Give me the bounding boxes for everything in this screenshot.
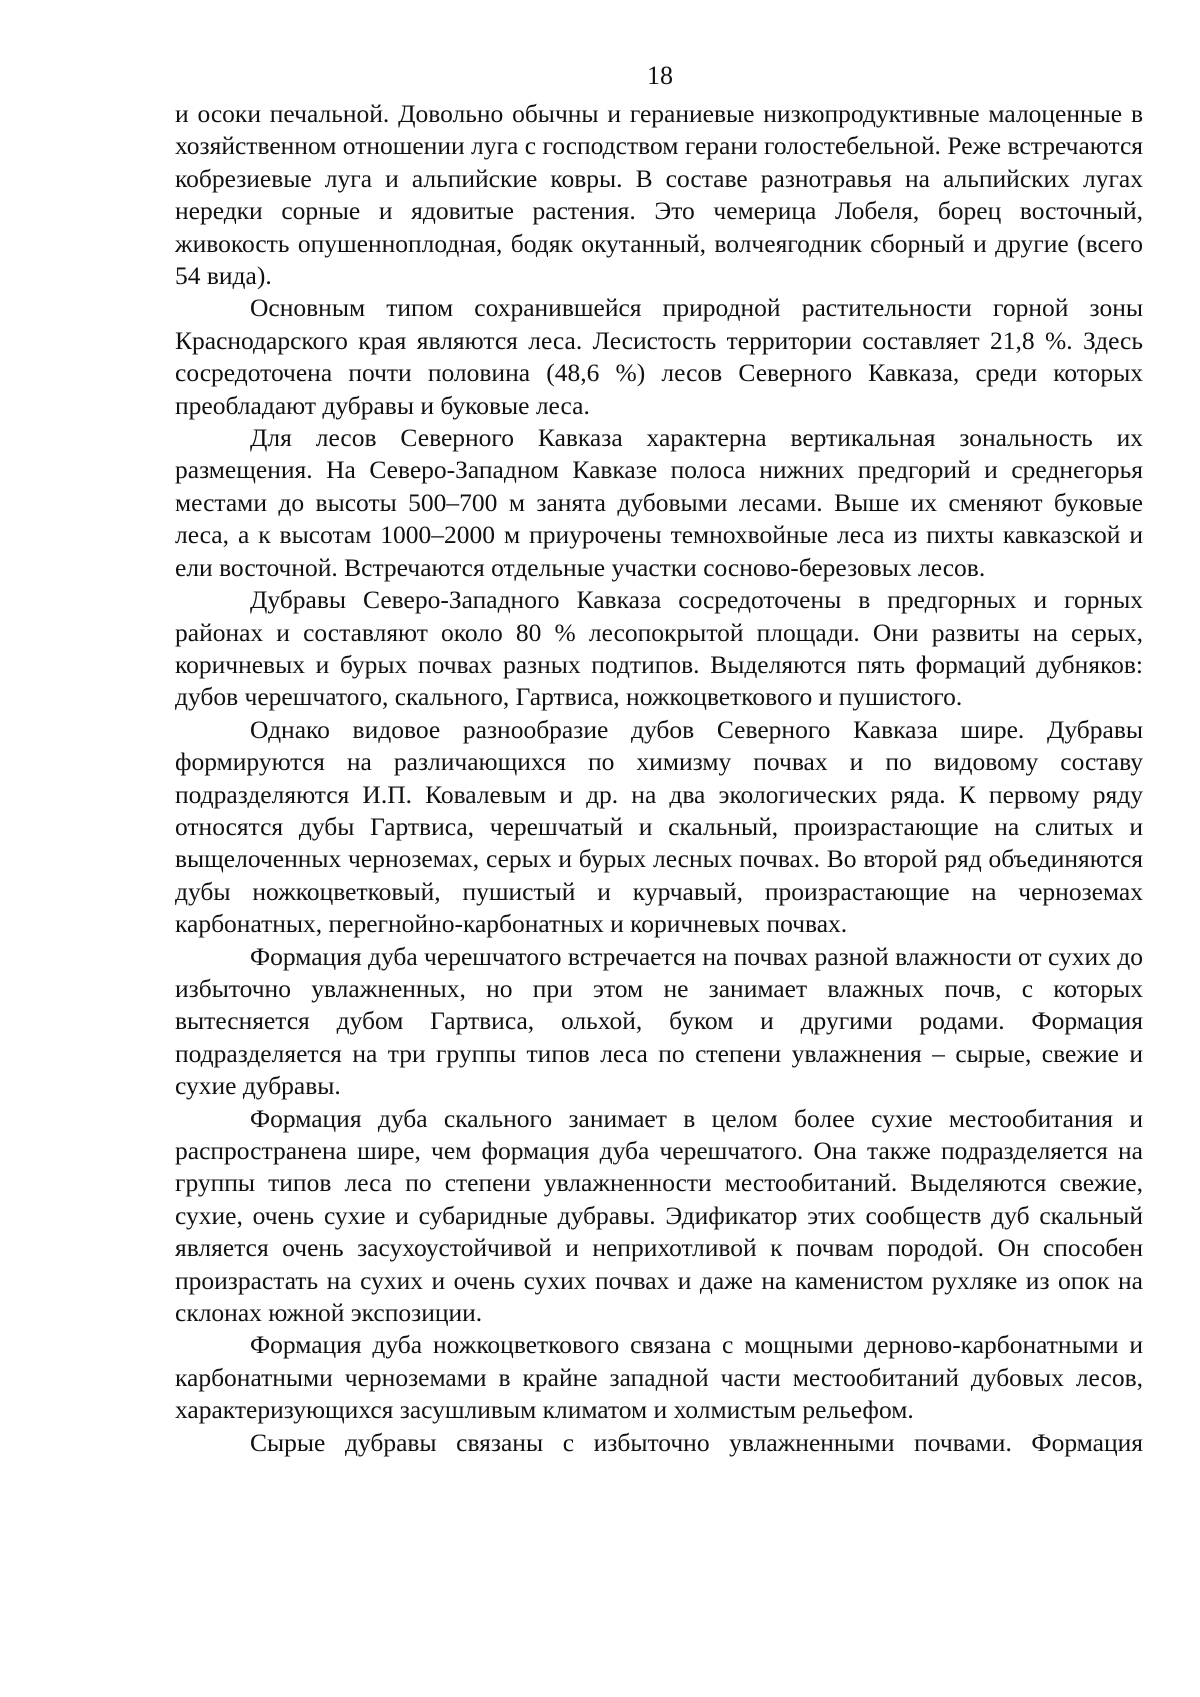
paragraph: и осоки печальной. Довольно обычны и гераниевые низкопродуктивные малоценные в хозяйственном отношении луга с господством герани голостебельной. Реже встречаются кобрезиевые луга и альпийские ковры. В составе разнотравья на альпийских лугах нередки сорные и ядовитые растения. Это чемерица Лобеля, борец восточный, живокость опушенноплодная, бодяк окутанный, волчеягодник сборный и другие (всего 54 вида). [175,99,1143,291]
paragraph: Однако видовое разнообразие дубов Северного Кавказа шире. Дубравы формируются на различающихся по химизму почвах и по видовому составу подразделяются И.П. Ковалевым и др. на два экологических ряда. К первому ряду относятся дубы Гартвиса, черешчатый и скальный, произрастающие на слитых и выщелоченных черноземах, серых и бурых лесных почвах. Во второй ряд объединяются дубы ножкоцветковый, пушистый и курчавый, произрастающие на черноземах карбонатных, перегнойно-карбонатных и коричневых почвах. [175,714,1143,939]
paragraph: Формация дуба ножкоцветкового связана с мощными дерново-карбонатными и карбонатными черноземами в крайне западной части местообитаний дубовых лесов, характеризующихся засушливым климатом и холмистым рельефом. [175,1330,1143,1425]
paragraph: Основным типом сохранившейся природной растительности горной зоны Краснодарского края являются леса. Лесистость территории составляет 21,8 %. Здесь сосредоточена почти половина (48,6 %) лесов Северного Кавказа, среди которых преобладают дубравы и буковые леса. [175,293,1143,420]
paragraph: Формация дуба скального занимает в целом более сухие местообитания и распространена шире, чем формация дуба черешчатого. Она также подразделяется на группы типов леса по степени увлажненности местообитаний. Выделяются свежие, сухие, очень сухие и субаридные дубравы. Эдификатор этих сообществ дуб скальный является очень засухоустойчивой и неприхотливой к почвам породой. Он способен произрастать на сухих и очень сухих почвах и даже на каменистом рухляке из опок на склонах южной экспозиции. [175,1103,1143,1328]
paragraph: Сырые дубравы связаны с избыточно увлажненными почвами. Формация [250,1427,1143,1457]
paragraph: Для лесов Северного Кавказа характерна вертикальная зональность их размещения. На Северо-Западном Кавказе полоса нижних предгорий и среднегорья местами до высоты 500–700 м занята дубовыми лесами. Выше их сменяют буковые леса, а к высотам 1000–2000 м приурочены темнохвойные леса из пихты кавказской и ели восточной. Встречаются отдельные участки сосново-березовых лесов. [175,423,1143,582]
page-number: 18 [647,61,673,90]
paragraph: Дубравы Северо-Западного Кавказа сосредоточены в предгорных и горных районах и составляют около 80 % лесопокрытой площади. Они развиты на серых, коричневых и бурых почвах разных подтипов. Выделяются пять формаций дубняков: дубов черешчатого, скального, Гартвиса, ножкоцветкового и пушистого. [175,585,1143,712]
body-text [175,98,1143,1459]
paragraph: Формация дуба черешчатого встречается на почвах разной влажности от сухих до избыточно увлажненных, но при этом не занимает влажных почв, с которых вытесняется дубом Гартвиса, ольхой, буком и другими родами. Формация подразделяется на три группы типов леса по степени увлажнения – сырые, свежие и сухие дубравы. [175,941,1143,1101]
